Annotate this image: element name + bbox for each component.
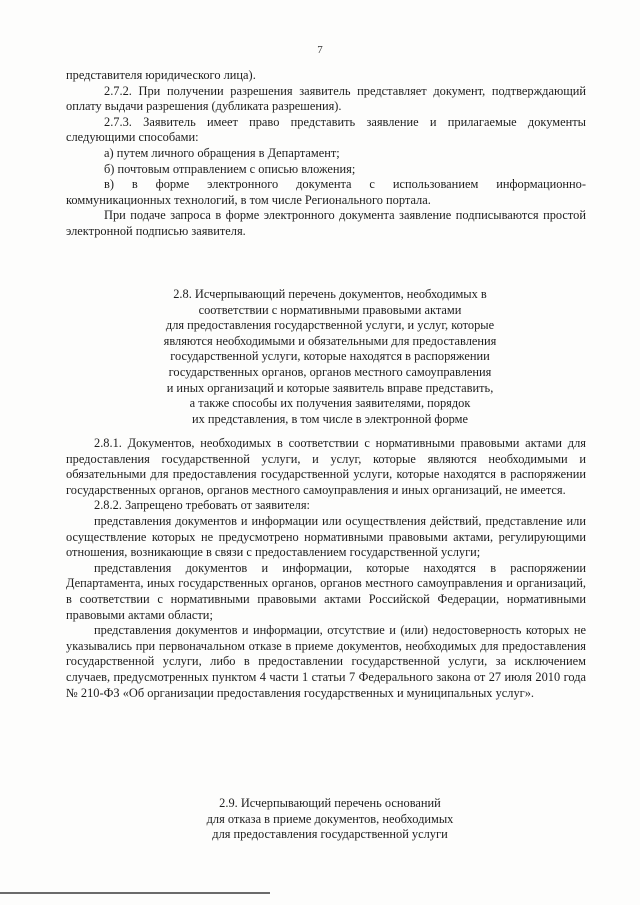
paragraph-2-7-2: 2.7.2. При получении разрешения заявитель представляет документ, подтверждающий оплату выдачи разрешения (дубликата разрешения). (66, 83, 586, 114)
list-item-b: б) почтовым отправлением с описью вложения; (104, 161, 356, 176)
heading-line: для отказа в приеме документов, необходимых (206, 811, 454, 826)
scan-edge-line (0, 892, 270, 894)
heading-line: являются необходимыми и обязательными для предоставления (163, 333, 497, 348)
heading-line: соответствии с нормативными правовыми актами (198, 302, 462, 317)
page-number: 7 (317, 44, 323, 56)
heading-line: для предоставления государственной услуги (212, 827, 448, 842)
section-2-8-text (66, 436, 586, 701)
heading-line: государственных органов, органов местного самоуправления (168, 364, 492, 379)
section-2-8-heading (100, 287, 560, 427)
heading-line: их представления, в том числе в электронной форме (191, 411, 469, 426)
section-2-9-heading (100, 796, 560, 843)
heading-line: 2.9. Исчерпывающий перечень оснований (219, 796, 441, 810)
paragraph-electronic-signature: При подаче запроса в форме электронного документа заявление подписываются простой электронной подписью заявителя. (66, 208, 586, 238)
paragraph-2-8-1: 2.8.1. Документов, необходимых в соответствии с нормативными правовыми актами для предоставления государственной услуги, и услуг, которые являются необходимыми и обязательными для предоставления государственной услуги, которые находятся в распоряжении государственных органов, органов местного самоуправления и иных организаций, не имеется. (66, 436, 586, 497)
heading-line: государственной услуги, которые находятся в распоряжении (170, 349, 490, 364)
paragraph-2-8-2: 2.8.2. Запрещено требовать от заявителя: (94, 498, 310, 513)
heading-line: 2.8. Исчерпывающий перечень документов, необходимых в (173, 287, 487, 301)
paragraph: представителя юридического лица). (66, 68, 256, 82)
prohibition-item-2: представления документов и информации, которые находятся в распоряжении Департамента, иных государственных органов, органов местного самоуправления и организаций, в соответствии с нормативными правовыми актами Российской Федерации, нормативными правовыми актами области; (66, 560, 586, 622)
list-item-c: в) в форме электронного документа с использованием информационно-коммуникационных технологий, в том числе Регионального портала. (66, 177, 586, 207)
section-2-7-text (66, 68, 586, 240)
paragraph-2-7-3: 2.7.3. Заявитель имеет право представить заявление и прилагаемые документы следующими способами: (66, 114, 586, 145)
heading-line: а также способы их получения заявителями, порядок (189, 396, 471, 411)
prohibition-item-1: представления документов и информации или осуществления действий, представление или осуществление которых не предусмотрено нормативными правовыми актами, регулирующими отношения, возникающие в связи с предоставлением государственной услуги; (66, 513, 586, 560)
prohibition-item-3: представления документов и информации, отсутствие и (или) недостоверность которых не указывались при первоначальном отказе в приеме документов, необходимых для предоставления государственной услуги, либо в предоставлении государственной услуги, за исключением случаев, предусмотренных пунктом 4 части 1 статьи 7 Федерального закона от 27 июля 2010 года № 210-ФЗ «Об организации предоставления государственных и муниципальных услуг». (66, 623, 586, 700)
list-item-a: а) путем личного обращения в Департамент; (104, 145, 340, 160)
heading-line: и иных организаций и которые заявитель вправе представить, (166, 380, 494, 395)
heading-line: для предоставления государственной услуги, и услуг, которые (165, 318, 495, 333)
